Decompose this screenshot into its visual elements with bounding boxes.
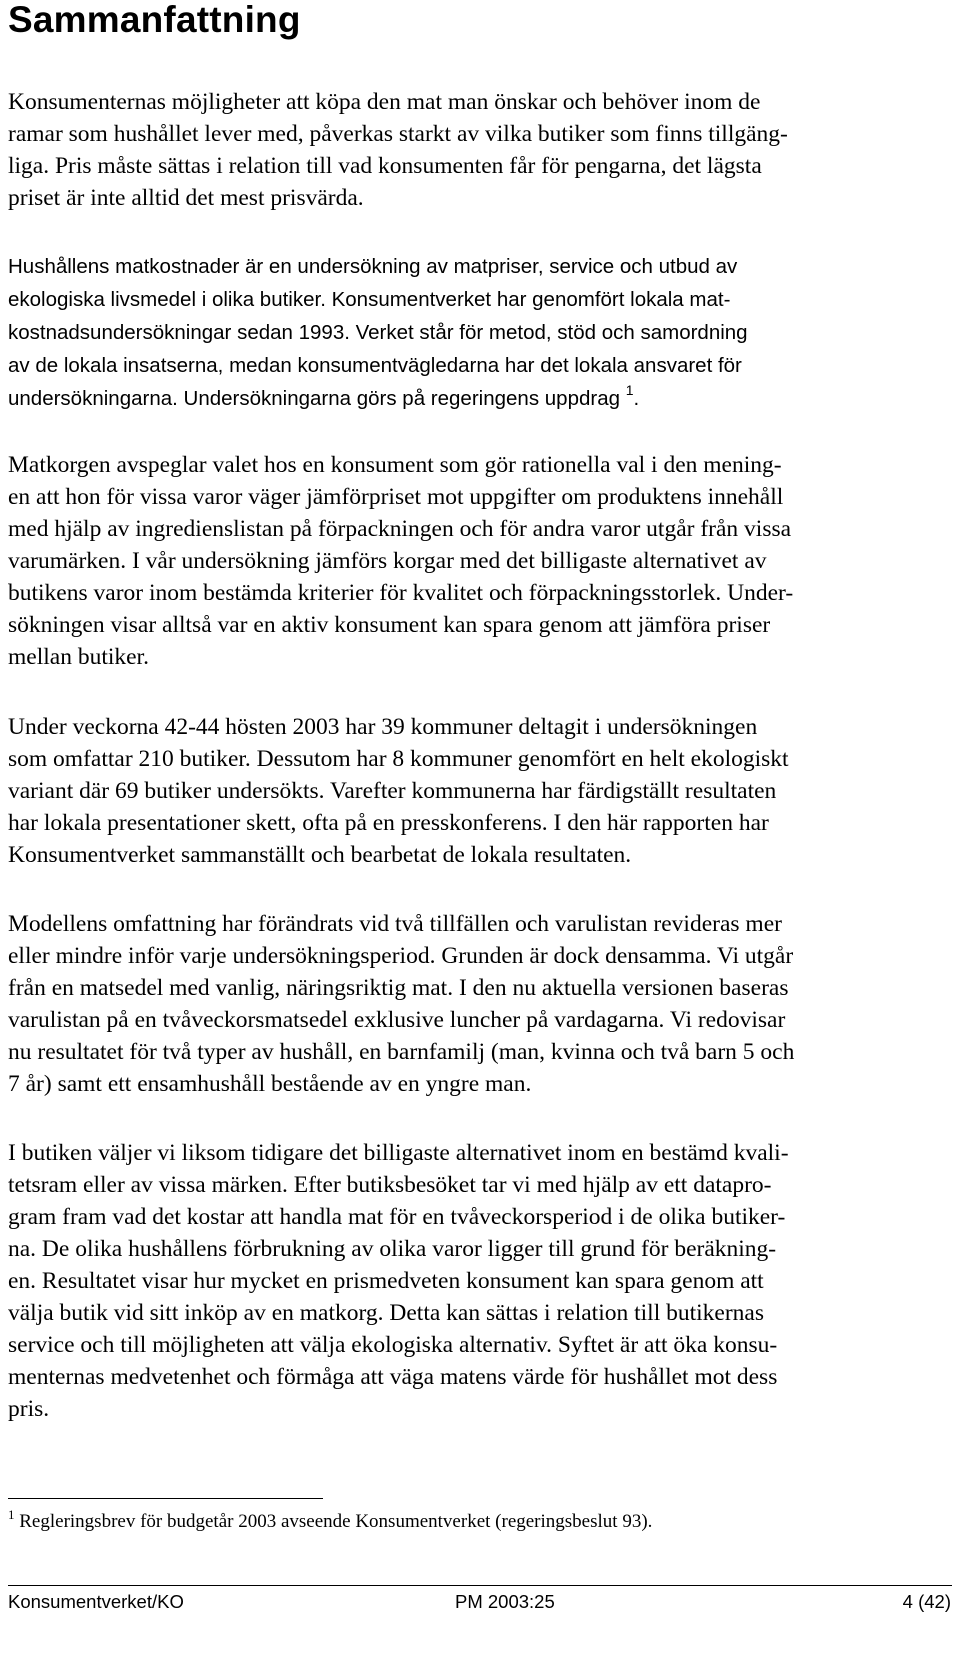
text-line: Under veckorna 42-44 hösten 2003 har 39 kommuner deltagit i undersökningen	[8, 714, 758, 740]
text-line: har lokala presentationer skett, ofta på en presskonferens. I den här rapporten har	[8, 810, 769, 836]
text-line: priset är inte alltid det mest prisvärda.	[8, 185, 364, 211]
text-line: service och till möjligheten att välja ekologiska alternativ. Syftet är att öka konsu-	[8, 1332, 778, 1358]
text-line: med hjälp av ingredienslistan på förpackningen och för andra varor utgår från vissa	[8, 516, 792, 542]
text-fragment: undersökningarna. Undersökningarna görs på regeringens uppdrag	[8, 387, 620, 410]
text-line: tetsram eller av vissa märken. Efter butiksbesöket tar vi med hjälp av ett datapro-	[8, 1172, 772, 1198]
text-line: variant där 69 butiker undersökts. Varefter kommunerna har färdigställt resultaten	[8, 778, 777, 804]
footer-report-id: PM 2003:25	[455, 1591, 555, 1612]
text-line: en. Resultatet visar hur mycket en prismedveten konsument kan spara genom att	[8, 1268, 764, 1294]
footnote-text: Regleringsbrev för budgetår 2003 avseende Konsumentverket (regeringsbeslut 93).	[19, 1511, 653, 1532]
footer-separator	[8, 1585, 952, 1586]
paragraph-intro	[8, 86, 788, 214]
text-line: 7 år) samt ett ensamhushåll bestående av en yngre man.	[8, 1071, 532, 1097]
text-line: menternas medvetenhet och förmåga att väga matens värde för hushållet mot dess	[8, 1364, 778, 1390]
text-line: nu resultatet för två typer av hushåll, en barnfamilj (man, kvinna och två barn 5 och	[8, 1039, 795, 1065]
text-line: Matkorgen avspeglar valet hos en konsument som gör rationella val i den mening-	[8, 452, 782, 478]
text-line: Hushållens matkostnader är en undersökning av matpriser, service och utbud av	[8, 255, 738, 278]
text-line: sökningen visar alltså var en aktiv konsument kan spara genom att jämföra priser	[8, 612, 771, 638]
paragraph-method	[8, 1137, 789, 1425]
text-line	[8, 382, 748, 415]
footnote	[8, 1508, 652, 1536]
text-line: från en matsedel med vanlig, näringsriktig mat. I den nu aktuella versionen baseras	[8, 975, 789, 1001]
text-line: varulistan på en tvåveckorsmatsedel exklusive luncher på vardagarna. Vi redovisar	[8, 1007, 786, 1033]
text-line: eller mindre inför varje undersökningsperiod. Grunden är dock densamma. Vi utgår	[8, 943, 794, 969]
text-line: välja butik vid sitt inköp av en matkorg. Detta kan sättas i relation till butikernas	[8, 1300, 764, 1326]
page-title: Sammanfattning	[8, 0, 301, 40]
paragraph-about-survey	[8, 250, 748, 415]
text-line: na. De olika hushållens förbrukning av olika varor ligger till grund för beräkning-	[8, 1236, 777, 1262]
text-line: I butiken väljer vi liksom tidigare det billigaste alternativet inom en bestämd kvali-	[8, 1140, 789, 1166]
text-line: som omfattar 210 butiker. Dessutom har 8 kommuner genomfört en helt ekologiskt	[8, 746, 789, 772]
text-line: ramar som hushållet lever med, påverkas starkt av vilka butiker som finns tillgäng-	[8, 121, 788, 147]
text-line: Modellens omfattning har förändrats vid två tillfällen och varulistan revideras mer	[8, 911, 782, 937]
footer-page-number: 4 (42)	[902, 1591, 951, 1612]
text-line: pris.	[8, 1396, 50, 1422]
text-line: ekologiska livsmedel i olika butiker. Konsumentverket har genomfört lokala mat-	[8, 288, 731, 311]
text-line: av de lokala insatserna, medan konsumentvägledarna har det lokala ansvaret för	[8, 354, 742, 377]
text-fragment: .	[633, 387, 640, 410]
footer-publisher: Konsumentverket/KO	[8, 1591, 184, 1612]
footnote-reference: 1	[625, 382, 634, 398]
text-line: liga. Pris måste sättas i relation till vad konsumenten får för pengarna, det lägsta	[8, 153, 762, 179]
paragraph-model	[8, 908, 794, 1100]
text-line: gram fram vad det kostar att handla mat för en tvåveckorsperiod i de olika butiker-	[8, 1204, 786, 1230]
text-line: mellan butiker.	[8, 644, 149, 670]
text-line: Konsumentverket sammanställt och bearbetat de lokala resultaten.	[8, 842, 632, 868]
text-line: kostnadsundersökningar sedan 1993. Verket står för metod, stöd och samordning	[8, 321, 748, 344]
text-line: Konsumenternas möjligheter att köpa den mat man önskar och behöver inom de	[8, 89, 761, 115]
text-line: butikens varor inom bestämda kriterier för kvalitet och förpackningsstorlek. Under-	[8, 580, 794, 606]
text-line: varumärken. I vår undersökning jämförs korgar med det billigaste alternativet av	[8, 548, 767, 574]
footnote-number: 1	[8, 1507, 15, 1522]
paragraph-survey-scope	[8, 711, 789, 871]
text-line: en att hon för vissa varor väger jämförpriset mot uppgifter om produktens innehåll	[8, 484, 784, 510]
paragraph-food-basket	[8, 449, 793, 673]
footnote-separator	[8, 1498, 323, 1499]
